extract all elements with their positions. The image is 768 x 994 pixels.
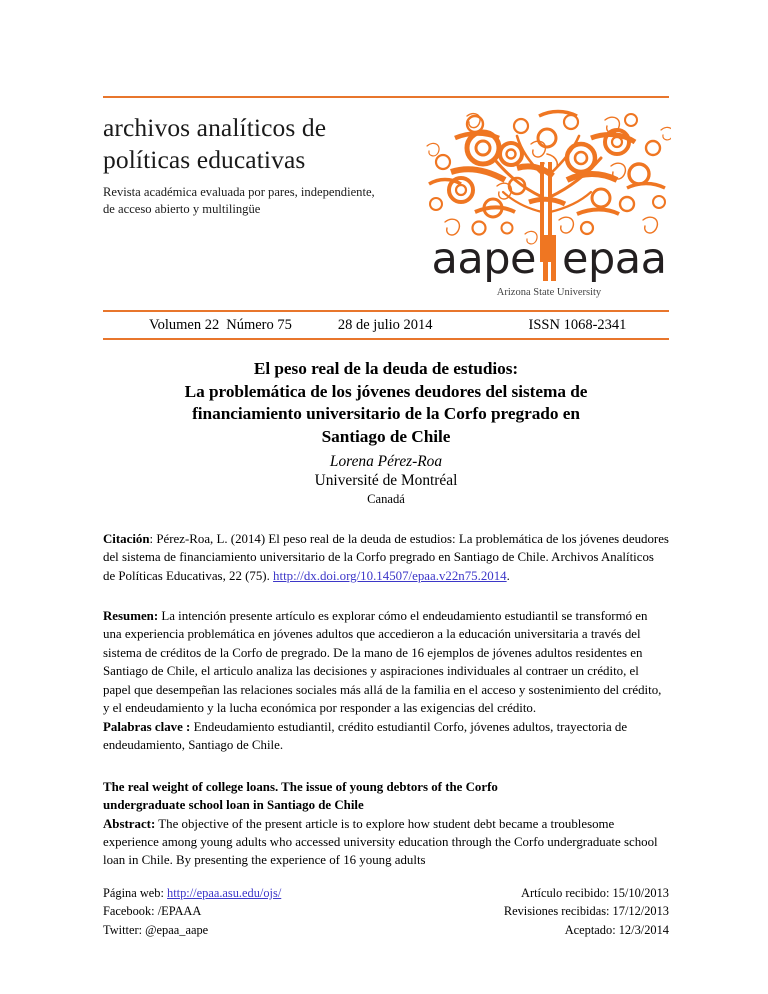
issue-bar	[103, 312, 669, 338]
journal-subtitle-line-2: de acceso abierto y multilingüe	[103, 201, 261, 216]
page-footer	[103, 884, 669, 939]
journal-title-line-2: políticas educativas	[103, 145, 306, 175]
footer-facebook: Facebook: /EPAAA	[103, 904, 202, 919]
wordmark-aape: aape	[431, 233, 536, 284]
footer-received-date: Artículo recibido: 15/10/2013	[521, 886, 669, 900]
doi-link[interactable]: http://dx.doi.org/10.14507/epaa.v22n75.2014	[273, 568, 507, 583]
article-title-line-1: El peso real de la deuda de estudios:	[253, 359, 519, 378]
issue-bar-bottom-rule	[103, 338, 669, 340]
keywords-label: Palabras clave :	[103, 719, 191, 734]
masthead	[103, 98, 669, 310]
footer-twitter: Twitter: @epaa_aape	[103, 922, 209, 937]
keywords-text: Endeudamiento estudiantil, crédito estudiantil Corfo, jóvenes adultos, trayectoria de endeudamiento, Santiago de Chile.	[103, 719, 628, 753]
footer-revisions-date: Revisiones recibidas: 17/12/2013	[503, 904, 669, 919]
journal-subtitle-line-1: Revista académica evaluada por pares, independiente,	[103, 184, 375, 199]
issue-date: 28 de julio 2014	[337, 316, 433, 333]
abstract-label: Abstract:	[103, 816, 156, 831]
footer-website-link[interactable]: http://epaa.asu.edu/ojs/	[167, 886, 282, 900]
citation-label: Citación	[103, 531, 150, 546]
citation-block	[103, 530, 669, 585]
journal-logo	[421, 102, 671, 307]
logo-wordmark	[427, 233, 671, 285]
issue-issn: ISSN 1068-2341	[528, 316, 627, 333]
article-affiliation: Université de Montréal	[314, 471, 458, 489]
wordmark-trunk-bars	[536, 237, 562, 281]
english-abstract-paragraph	[103, 815, 669, 870]
footer-accepted-date: Aceptado: 12/3/2014	[564, 922, 669, 937]
resumen-label: Resumen:	[103, 608, 159, 623]
footer-dates	[504, 884, 669, 939]
abstract-text: The objective of the present article is to explore how student debt became a troublesome experience among young adults who accessed university education through the Corfo undergraduate school loan in Chile. By presenting the experience of 16 young adults	[103, 816, 658, 868]
journal-identity	[103, 112, 433, 218]
journal-title-line-1: archivos analíticos de	[103, 113, 327, 142]
english-title-line-2: undergraduate school loan in Santiago de Chile	[103, 798, 364, 813]
issue-volume: Volumen 22	[149, 316, 220, 333]
article-heading	[103, 358, 669, 507]
article-title-line-4: Santiago de Chile	[321, 426, 451, 446]
citation-text: : Pérez-Roa, L. (2014) El peso real de la deuda de estudios: La problemática de los jóvenes deudores del sistema de financiamiento universitario de la Corfo pregrado en Santiago de Chile. Archivos Analíticos de Políticas Educativas, 22 (75).	[103, 531, 669, 583]
article-country: Canadá	[367, 491, 405, 506]
document-page	[103, 0, 669, 994]
footer-website-row	[103, 884, 281, 902]
resumen-text: La intención presente artículo es explorar cómo el endeudamiento estudiantil se transformó en una experiencia problemática en jóvenes adultos que accedieron a la educación universitaria a través del sistema de créditos de la Corfo de pregrado. De la mano de 16 ejemplos de jóvenes adultos residentes en Santiago de Chile, el articulo analiza las decisiones y aspiraciones individuales al contraer un crédito, el papel que desempeñan las relaciones sociales más allá de la familia en el acceso y sostenimiento del crédito, y el endeudamiento y la lucha económica por responder a las exigencias del crédito.	[103, 608, 662, 716]
article-author: Lorena Pérez-Roa	[329, 452, 443, 470]
footer-website-label: Página web:	[103, 886, 168, 900]
english-title-line-1: The real weight of college loans. The issue of young debtors of the Corfo	[103, 779, 498, 794]
issue-number: Número 75	[226, 316, 292, 333]
article-title-line-2: La problemática de los jóvenes deudores del sistema de	[184, 381, 588, 401]
article-title-line-3: financiamiento universitario de la Corfo pregrado en	[192, 404, 580, 424]
resumen-block	[103, 607, 669, 755]
citation-period: .	[506, 568, 510, 583]
wordmark-epaa: epaa	[562, 233, 667, 284]
publisher-name: Arizona State University	[496, 287, 602, 298]
english-abstract-block	[103, 778, 669, 870]
footer-contact	[103, 884, 281, 939]
